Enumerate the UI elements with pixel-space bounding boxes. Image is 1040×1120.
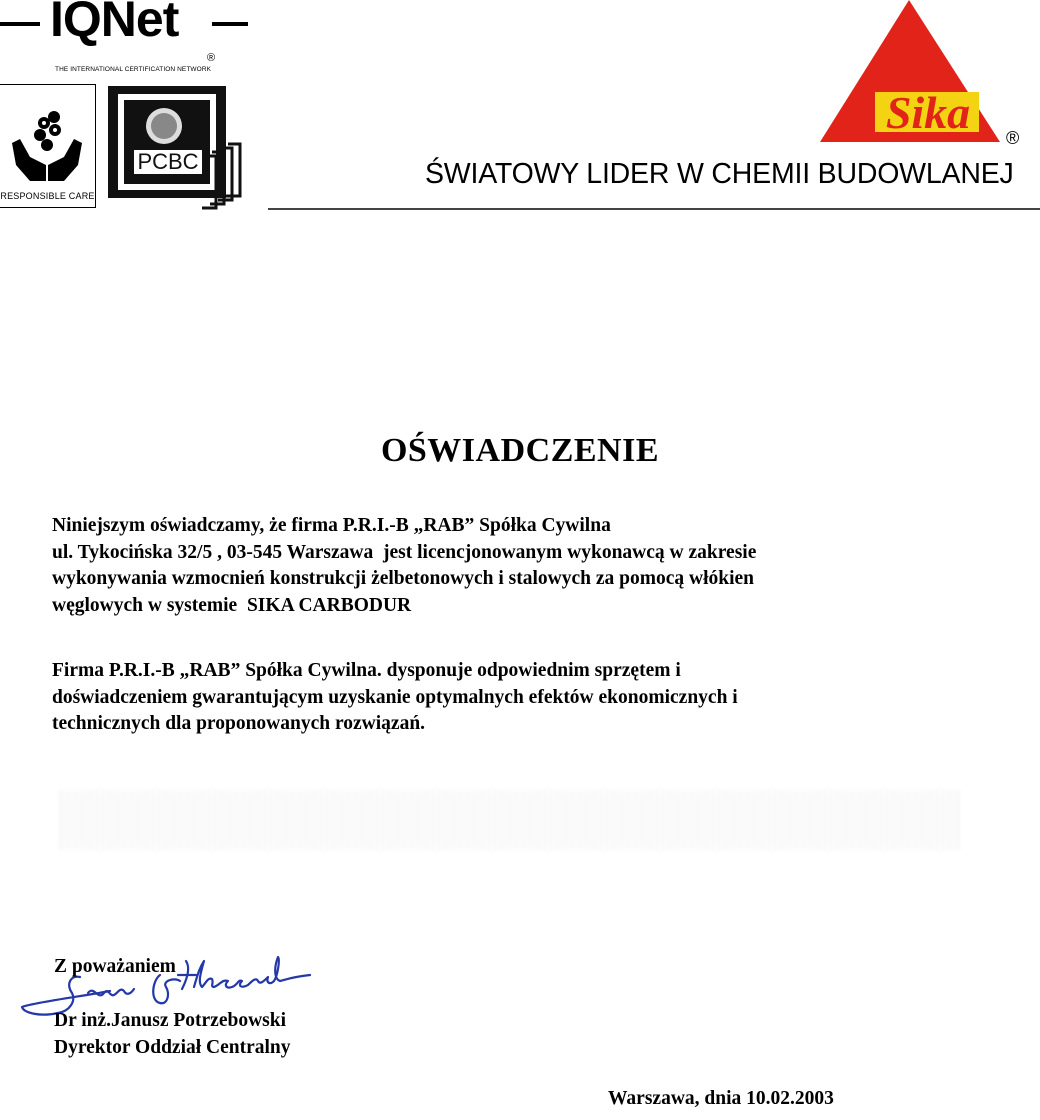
logo-rule-left: [0, 22, 40, 26]
iqnet-logo: [0, 0, 250, 78]
sika-wordmark: Sika: [885, 87, 971, 138]
paragraph-line: technicznych dla proponowanych rozwiązań.: [52, 713, 426, 734]
sika-registered-mark: ®: [1006, 128, 1020, 148]
paragraph-line: doświadczeniem gwarantującym uzyskanie optymalnych efektów ekonomicznych i: [52, 686, 738, 708]
pcbc-iso: ISO 9001: [155, 185, 181, 191]
paragraph-1: [52, 513, 1002, 619]
faded-erased-text: [60, 790, 960, 850]
pcbc-logo: [108, 86, 248, 212]
responsible-care-icon: [0, 95, 94, 191]
iqnet-subtitle: THE INTERNATIONAL CERTIFICATION NETWORK: [55, 66, 212, 73]
paragraph-line: Firma P.R.I.-B „RAB” Spółka Cywilna. dysponuje odpowiednim sprzętem i: [52, 660, 681, 681]
iqnet-wordmark: IQNet: [50, 0, 179, 47]
registered-mark: ®: [207, 52, 216, 64]
logo-rule-right: [212, 22, 248, 26]
company-slogan: ŚWIATOWY LIDER W CHEMII BUDOWLANEJ: [425, 158, 1014, 190]
paragraph-line: Niniejszym oświadczamy, że firma P.R.I.-B „RAB” Spółka Cywilna: [52, 515, 611, 536]
paragraph-line: wykonywania wzmocnień konstrukcji żelbetonowych i stalowych za pomocą włókien: [52, 568, 755, 589]
place-and-date: Warszawa, dnia 10.02.2003: [608, 1088, 834, 1109]
paragraph-line: węglowych w systemie SIKA CARBODUR: [52, 594, 412, 616]
responsible-care-logo: [0, 84, 96, 208]
paragraph-2: [52, 658, 1002, 738]
signer-position: Dyrektor Oddział Centralny: [54, 1037, 291, 1058]
signer-name: Dr inż.Janusz Potrzebowski: [54, 1010, 287, 1031]
sika-logo: [800, 0, 1040, 150]
document-title: OŚWIADCZENIE: [380, 432, 660, 469]
responsible-care-label: RESPONSIBLE CARE: [0, 191, 95, 201]
closing-salutation: Z poważaniem: [54, 956, 176, 977]
pcbc-name: PCBC: [137, 149, 199, 174]
header-divider: [268, 208, 1040, 210]
paragraph-line: ul. Tykocińska 32/5 , 03-545 Warszawa jest licencjonowanym wykonawcą w zakresie: [52, 541, 757, 563]
